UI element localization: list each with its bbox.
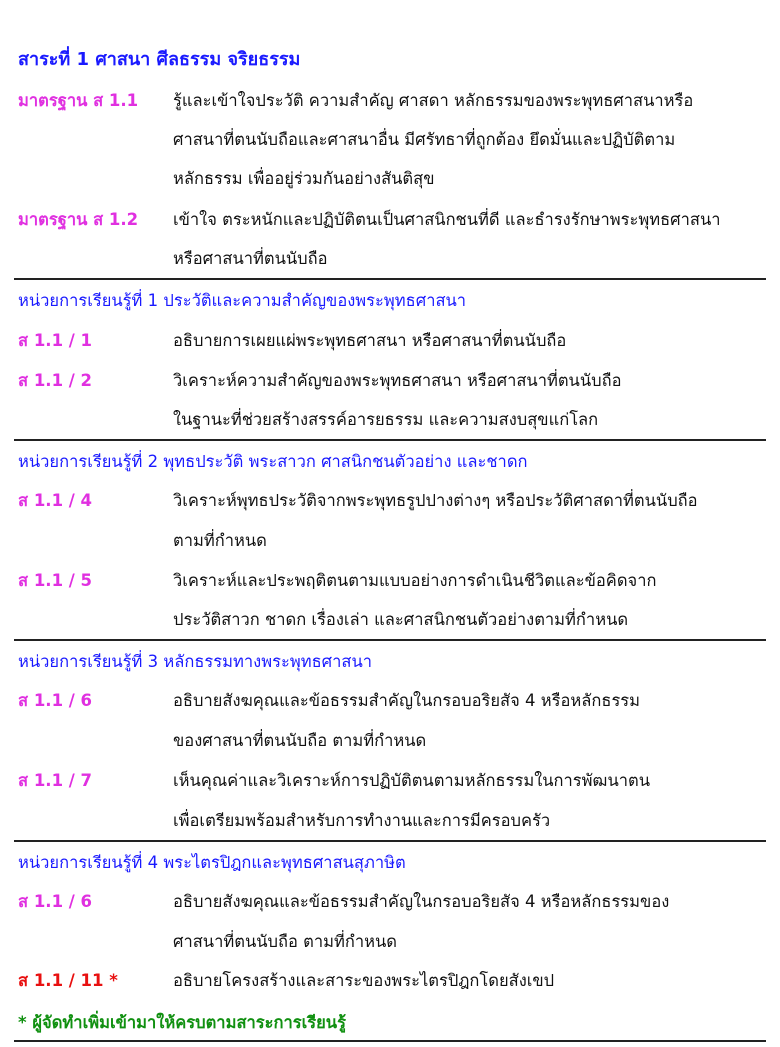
standard-text-line: เข้าใจ ตระหนักและปฏิบัติตนเป็นศาสนิกชนที่ดี และธำรงรักษาพระพุทธศาสนา xyxy=(173,210,721,229)
indicator-text-line: อธิบายการเผยแผ่พระพุทธศาสนา หรือศาสนาที่ตนนับถือ xyxy=(173,331,567,350)
indicator-code: ส 1.1 / 1 xyxy=(18,331,93,350)
divider xyxy=(14,1040,766,1042)
divider xyxy=(14,439,766,441)
indicator-code: ส 1.1 / 5 xyxy=(18,571,93,590)
indicator-code: ส 1.1 / 7 xyxy=(18,771,93,790)
indicator-code: ส 1.1 / 6 xyxy=(18,691,93,710)
standard-text-line: หรือศาสนาที่ตนนับถือ xyxy=(173,249,328,268)
indicator-text-line: วิเคราะห์และประพฤติตนตามแบบอย่างการดำเนินชีวิตและข้อคิดจาก xyxy=(173,571,657,590)
standard-code: มาตรฐาน ส 1.2 xyxy=(18,210,139,229)
indicator-text-line: วิเคราะห์พุทธประวัติจากพระพุทธรูปปางต่างๆ หรือประวัติศาสดาที่ตนนับถือ xyxy=(173,491,698,510)
indicator-text-line: เพื่อเตรียมพร้อมสำหรับการทำงานและการมีครอบครัว xyxy=(173,811,551,830)
standard-text-line: หลักธรรม เพื่ออยู่ร่วมกันอย่างสันติสุข xyxy=(173,169,435,188)
standard-code: มาตรฐาน ส 1.1 xyxy=(18,91,139,110)
indicator-text-line: อธิบายสังฆคุณและข้อธรรมสำคัญในกรอบอริยสัจ 4 หรือหลักธรรม xyxy=(173,691,641,710)
footnote: * ผู้จัดทำเพิ่มเข้ามาให้ครบตามสาระการเรียนรู้ xyxy=(18,1013,346,1032)
indicator-text-line: เห็นคุณค่าและวิเคราะห์การปฏิบัติตนตามหลักธรรมในการพัฒนาตน xyxy=(173,771,650,790)
indicator-text-line: อธิบายสังฆคุณและข้อธรรมสำคัญในกรอบอริยสัจ 4 หรือหลักธรรมของ xyxy=(173,892,670,911)
standard-text-line: ศาสนาที่ตนนับถือและศาสนาอื่น มีศรัทธาที่ถูกต้อง ยึดมั่นและปฏิบัติตาม xyxy=(173,130,676,149)
unit-heading: หน่วยการเรียนรู้ที่ 1 ประวัติและความสำคัญของพระพุทธศาสนา xyxy=(18,291,467,310)
indicator-text-line: ในฐานะที่ช่วยสร้างสรรค์อารยธรรม และความสงบสุขแก่โลก xyxy=(173,410,599,429)
indicator-code: ส 1.1 / 4 xyxy=(18,491,93,510)
indicator-text-line: ศาสนาที่ตนนับถือ ตามที่กำหนด xyxy=(173,932,397,951)
divider xyxy=(14,840,766,842)
standard-text-line: รู้และเข้าใจประวัติ ความสำคัญ ศาสดา หลักธรรมของพระพุทธศาสนาหรือ xyxy=(173,91,694,110)
indicator-code-added: ส 1.1 / 11 * xyxy=(18,971,118,990)
indicator-text-line: ตามที่กำหนด xyxy=(173,531,267,550)
indicator-code: ส 1.1 / 2 xyxy=(18,371,93,390)
divider xyxy=(14,278,766,280)
page-title: สาระที่ 1 ศาสนา ศีลธรรม จริยธรรม xyxy=(18,49,301,70)
unit-heading: หน่วยการเรียนรู้ที่ 2 พุทธประวัติ พระสาวก ศาสนิกชนตัวอย่าง และชาดก xyxy=(18,452,528,471)
divider xyxy=(14,639,766,641)
indicator-text-line: ประวัติสาวก ชาดก เรื่องเล่า และศาสนิกชนตัวอย่างตามที่กำหนด xyxy=(173,610,629,629)
indicator-code: ส 1.1 / 6 xyxy=(18,892,93,911)
indicator-text-line: ของศาสนาที่ตนนับถือ ตามที่กำหนด xyxy=(173,731,427,750)
indicator-text-line: วิเคราะห์ความสำคัญของพระพุทธศาสนา หรือศาสนาที่ตนนับถือ xyxy=(173,371,622,390)
unit-heading: หน่วยการเรียนรู้ที่ 3 หลักธรรมทางพระพุทธศาสนา xyxy=(18,652,373,671)
indicator-text-line: อธิบายโครงสร้างและสาระของพระไตรปิฎกโดยสังเขป xyxy=(173,971,555,990)
unit-heading: หน่วยการเรียนรู้ที่ 4 พระไตรปิฎกและพุทธศาสนสุภาษิต xyxy=(18,853,406,872)
